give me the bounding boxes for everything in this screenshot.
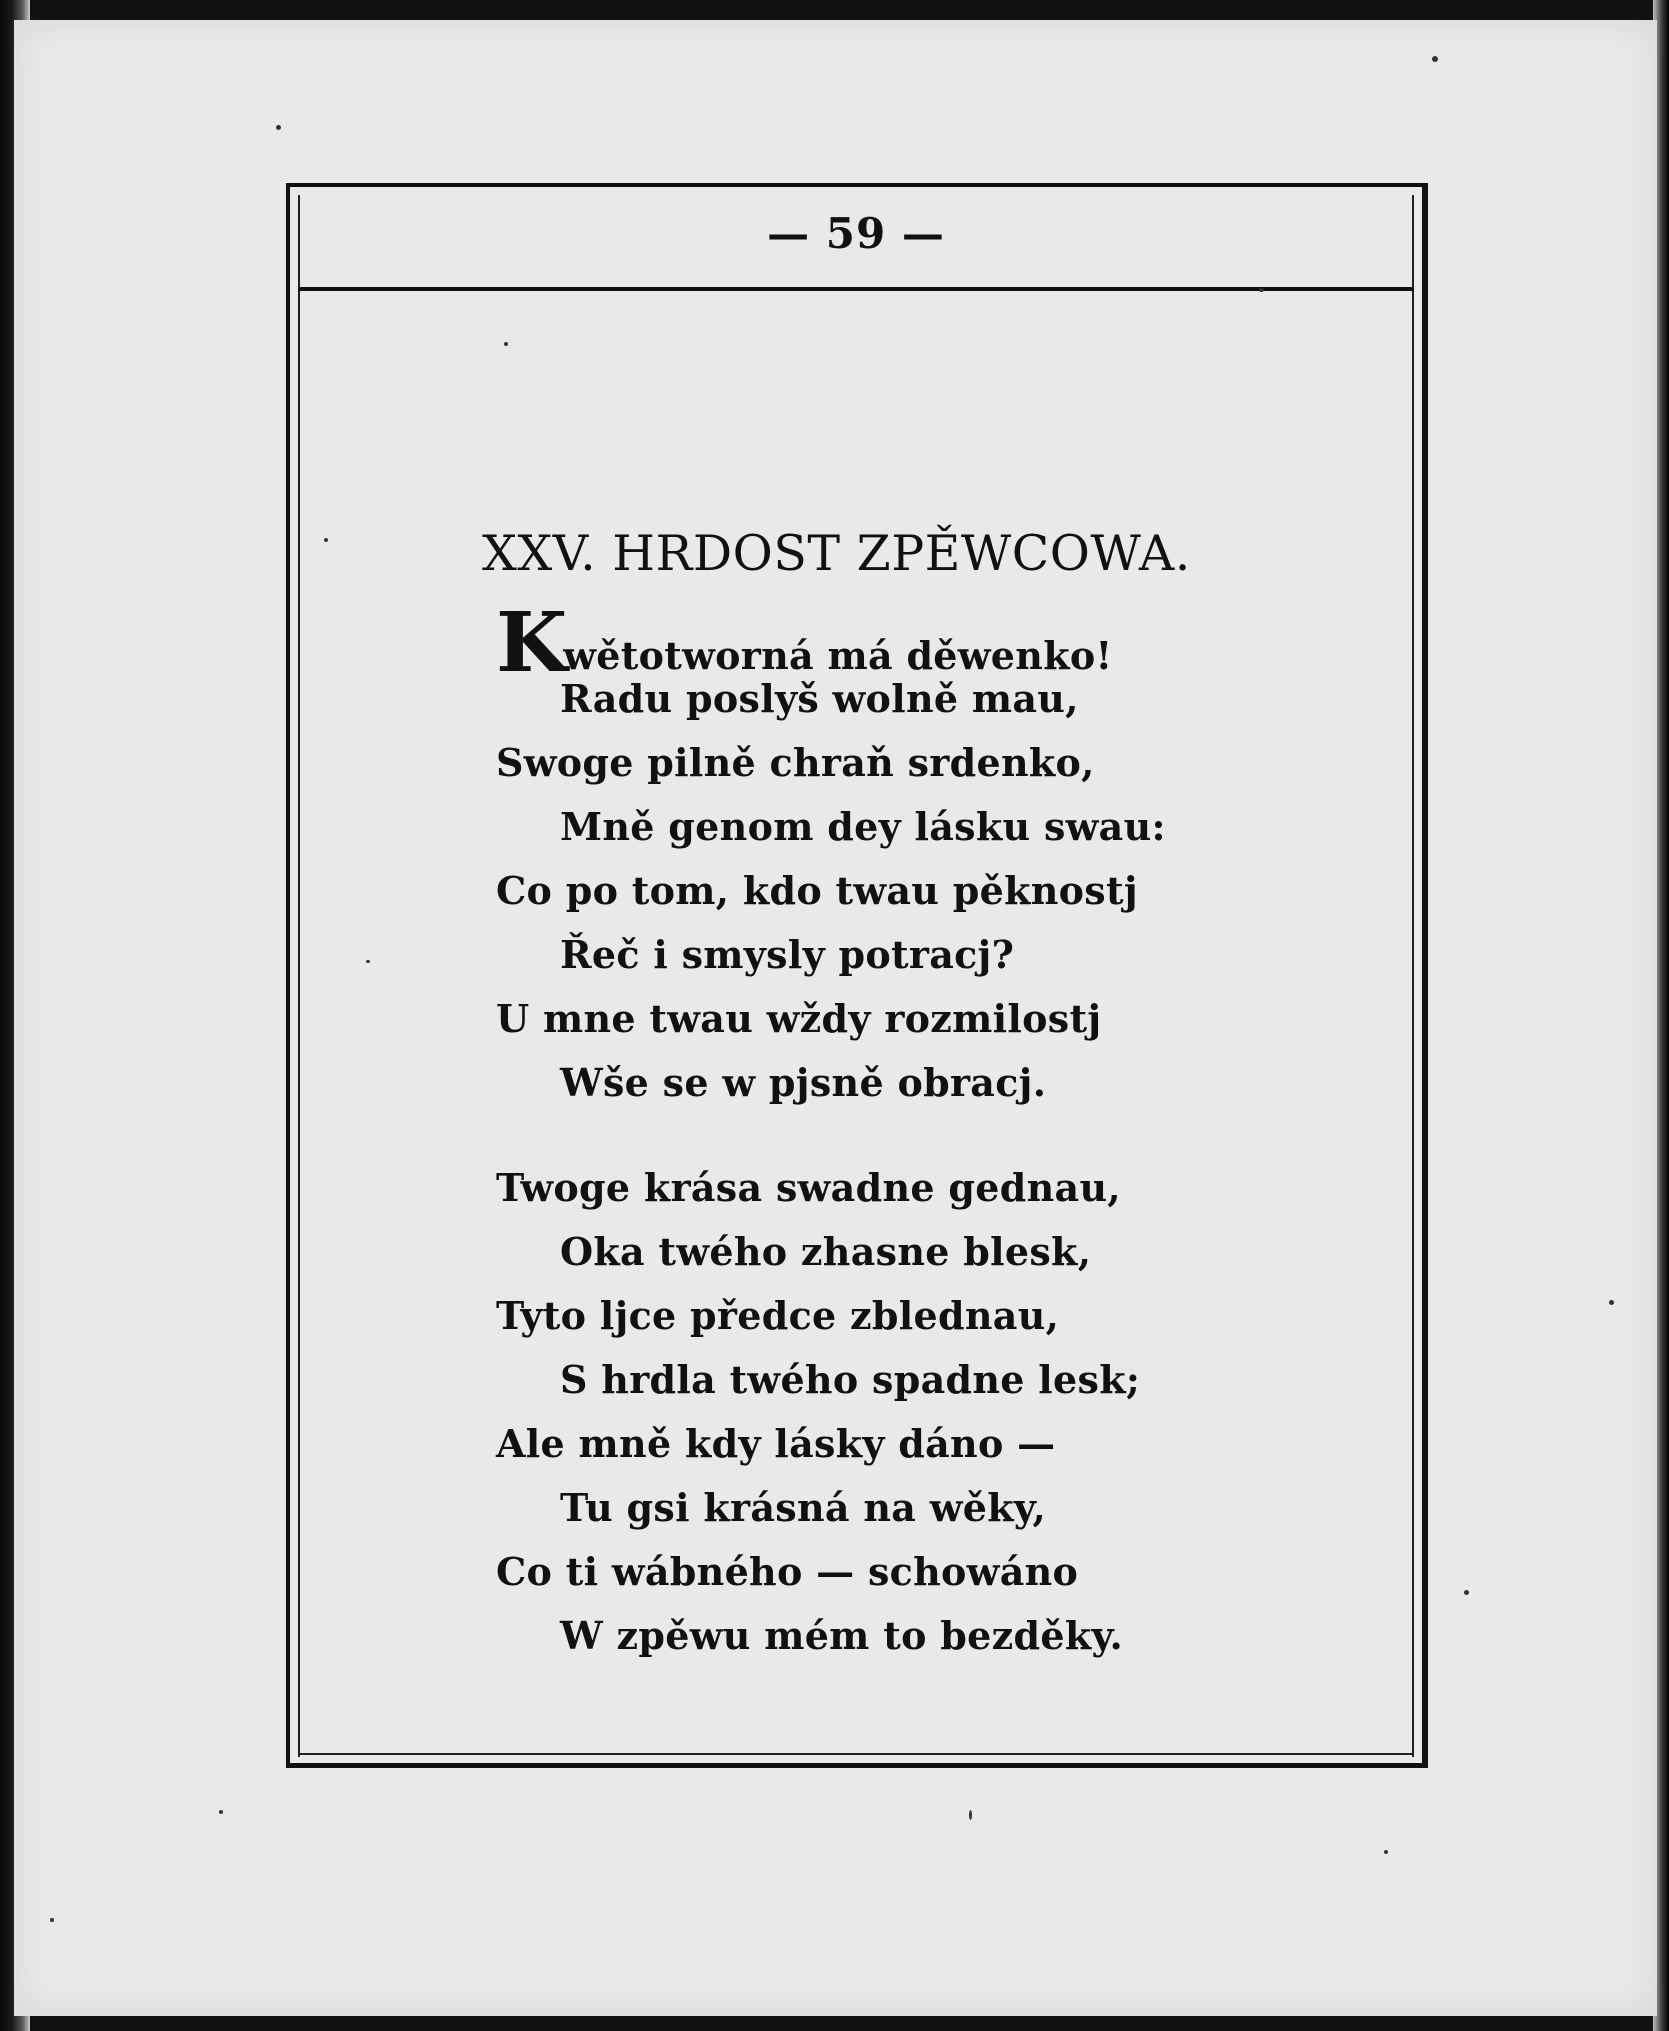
poem-line: Mně genom dey lásku swau: (560, 804, 1166, 849)
poem-line: Twoge krása swadne gednau, (496, 1165, 1121, 1210)
poem-line: Tyto ljce předce zblednau, (496, 1293, 1060, 1338)
print-speck (504, 342, 508, 346)
poem-line: Wše se w pjsně obracj. (560, 1060, 1047, 1105)
print-speck (366, 960, 370, 963)
drop-cap-letter: K (496, 595, 564, 691)
print-speck (1609, 1300, 1614, 1305)
print-speck (276, 125, 281, 130)
print-speck (50, 1918, 54, 1922)
poem-line: Ale mně kdy lásky dáno — (496, 1421, 1056, 1466)
frame-inner-bottom-rule (298, 1753, 1414, 1755)
poem-line: S hrdla twého spadne lesk; (560, 1357, 1141, 1402)
poem-line: Tu gsi krásná na wěky, (560, 1485, 1047, 1530)
poem-line: Radu poslyš wolně mau, (560, 676, 1079, 721)
poem-line: Co po tom, kdo twau pěknostj (496, 868, 1138, 913)
poem-line: W zpěwu mém to bezděky. (560, 1613, 1124, 1658)
poem-line: Co ti wábného — schowáno (496, 1549, 1079, 1594)
page-frame (286, 183, 1428, 1768)
poem-line: Swoge pilně chraň srdenko, (496, 740, 1095, 785)
poem-line: U mne twau wždy rozmilostj (496, 996, 1102, 1041)
frame-inner-left-rule (298, 195, 300, 1757)
print-speck (1464, 1590, 1469, 1595)
poem-line: Kwětotworná má děwenko! (496, 595, 1113, 691)
header-rule (298, 287, 1414, 291)
poem-line: Řeč i smysly potracj? (560, 932, 1015, 977)
print-speck (324, 538, 328, 542)
page-number: — 59 — (767, 209, 945, 258)
print-speck (219, 1810, 223, 1814)
frame-inner-right-rule (1412, 195, 1414, 1757)
print-speck (969, 1810, 972, 1820)
book-page (14, 20, 1657, 2016)
poem-title: XXV. HRDOST ZPĚWCOWA. (482, 525, 1191, 582)
print-speck (1432, 56, 1438, 62)
print-speck (1384, 1850, 1388, 1854)
poem-line: Oka twého zhasne blesk, (560, 1229, 1092, 1274)
print-speck (1259, 288, 1264, 292)
